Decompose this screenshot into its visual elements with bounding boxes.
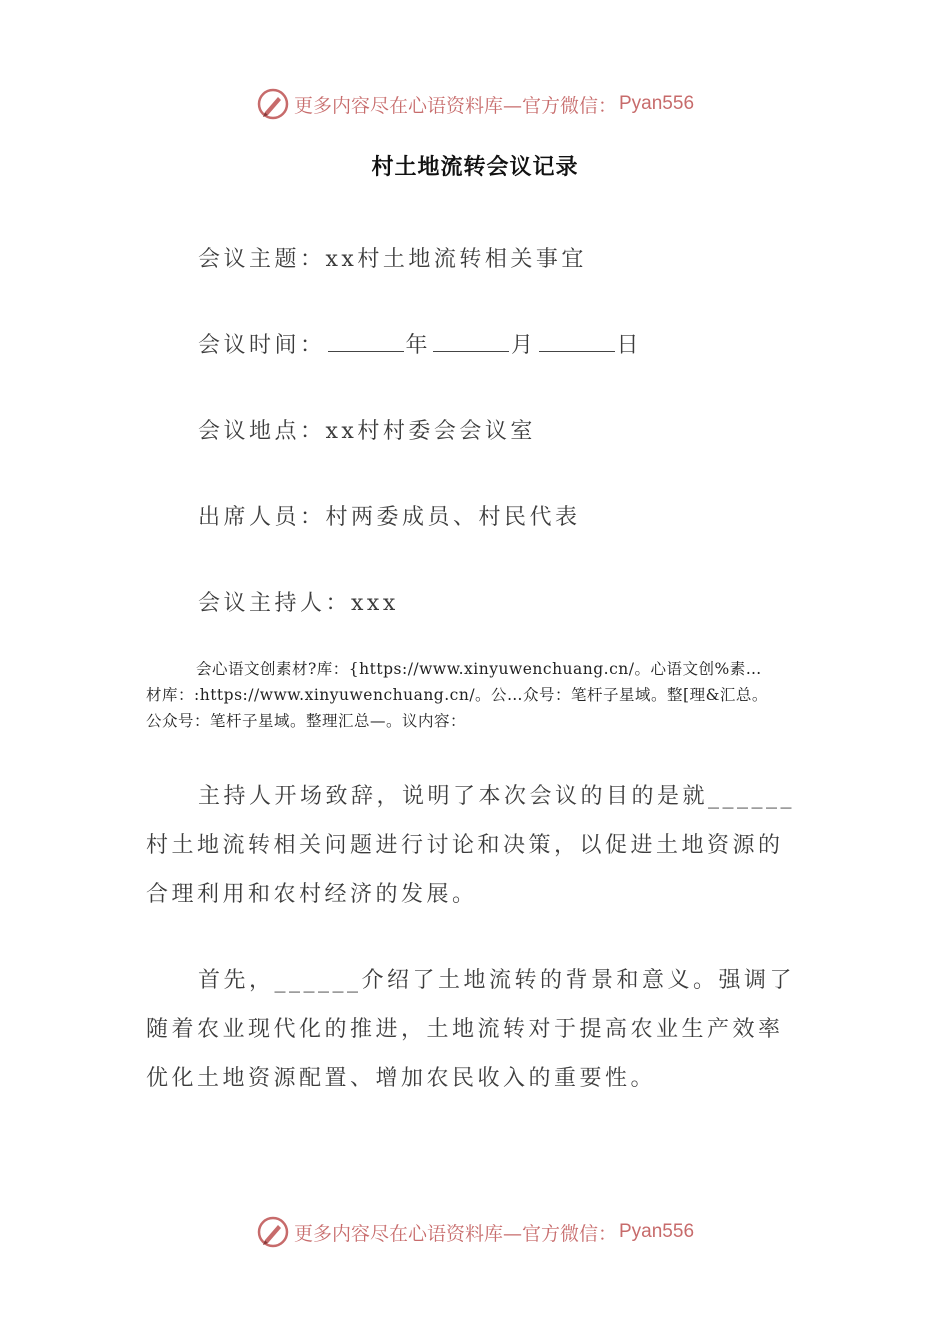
meeting-time-label: 会议时间： [198, 333, 326, 358]
meeting-location: 会议地点：xx村村委会会议室 [198, 419, 536, 444]
paragraph-background [146, 956, 816, 1103]
document-title: 村土地流转会议记录 [371, 154, 579, 180]
paragraph-line: 优化土地资源配置、增加农民收入的重要性。 [146, 1066, 657, 1091]
meeting-time [198, 328, 642, 359]
pen-logo-icon [256, 87, 290, 121]
banner-text: 更多内容尽在心语资料库—官方微信： [293, 94, 617, 117]
paragraph-line: 主持人开场致辞，说明了本次会议的目的是就______ [198, 784, 796, 809]
paragraph-line: 村土地流转相关问题进行讨论和决策，以促进土地资源的 [146, 833, 784, 858]
pen-logo-icon [256, 1215, 290, 1249]
watermark-line: 公众号：笔杆子星域。整理汇总—。议内容： [146, 712, 467, 730]
day-blank [539, 331, 615, 352]
banner-text: 更多内容尽在心语资料库—官方微信： [293, 1222, 617, 1245]
meeting-host: 会议主持人：xxx [198, 591, 399, 616]
meeting-topic: 会议主题：xx村土地流转相关事宜 [198, 247, 587, 272]
paragraph-opening [146, 772, 816, 919]
watermark-line: 材库：:https://www.xinyuwenchuang.cn/。公…众号：笔杆子星域。整[理&汇总。 [146, 686, 768, 704]
paragraph-line: 首先，______介绍了土地流转的背景和意义。强调了 [198, 968, 796, 993]
day-label: 日 [616, 333, 643, 358]
month-label: 月 [511, 333, 537, 358]
banner-wechat-id: Pyan556 [619, 93, 695, 114]
header-banner [0, 84, 950, 124]
month-blank [433, 331, 509, 352]
banner-wechat-id: Pyan556 [619, 1221, 695, 1242]
watermark-line: 会心语文创素材?库：{https://www.xinyuwenchuang.cn/。心语文创%素… [196, 660, 762, 678]
year-blank [328, 331, 404, 352]
paragraph-line: 随着农业现代化的推进，土地流转对于提高农业生产效率 [146, 1017, 784, 1042]
year-label: 年 [405, 333, 432, 358]
footer-banner [0, 1212, 950, 1252]
watermark-text-block [146, 656, 836, 734]
meeting-attendees: 出席人员：村两委成员、村民代表 [198, 505, 581, 530]
paragraph-line: 合理利用和农村经济的发展。 [146, 882, 478, 907]
